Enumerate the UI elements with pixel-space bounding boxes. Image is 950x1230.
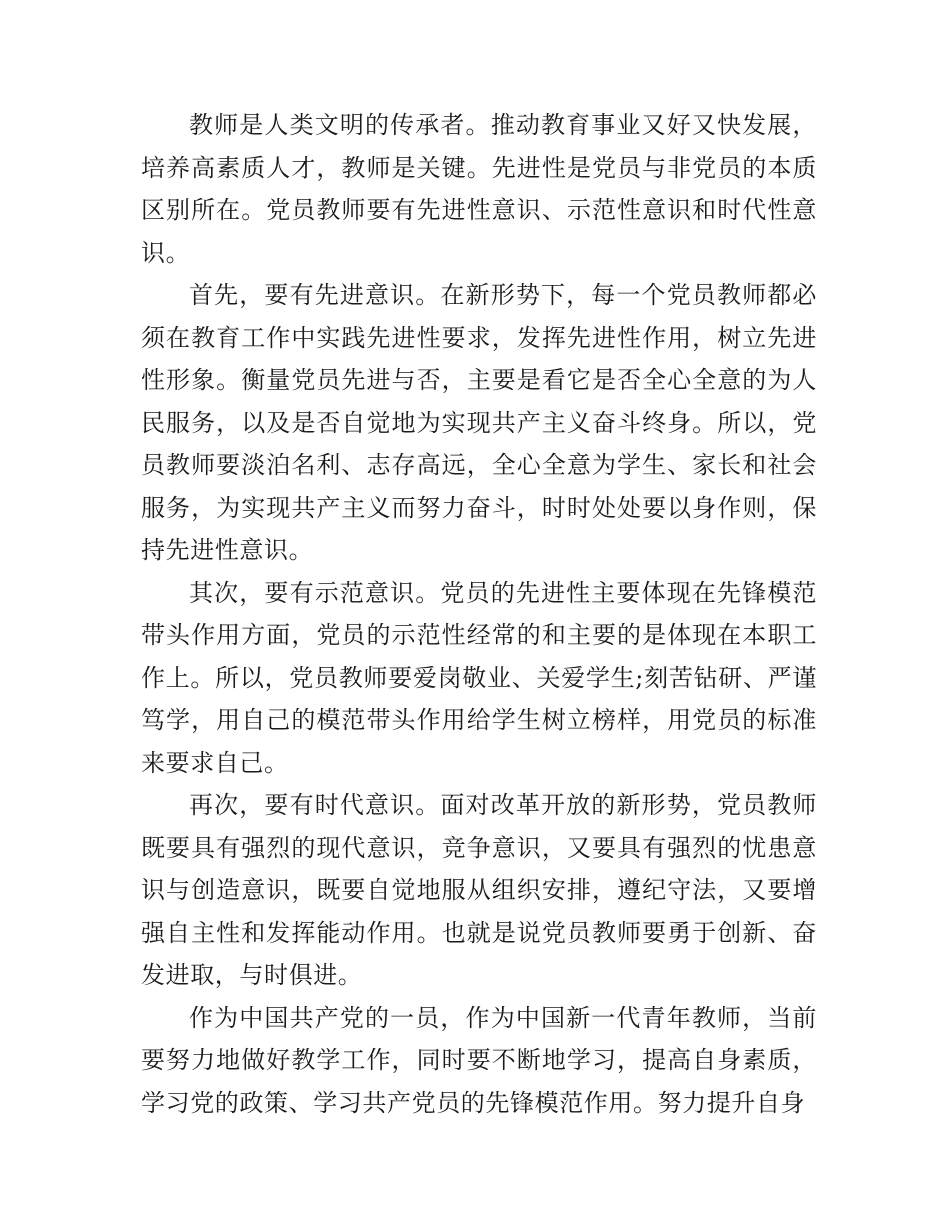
paragraph-second-exemplary-awareness: 其次，要有示范意识。党员的先进性主要体现在先锋模范带头作用方面，党员的示范性经常的和主要的是体现在本职工作上。所以，党员教师要爱岗敬业、关爱学生;刻苦钻研、严谨笃学，用自己的模范带头作用给学生树立榜样，用党员的标准来要求自己。 [141,578,817,777]
paragraph-first-advanced-awareness: 首先，要有先进意识。在新形势下，每一个党员教师都必须在教育工作中实践先进性要求，发挥先进性作用，树立先进性形象。衡量党员先进与否，主要是看它是否全心全意的为人民服务，以及是否自觉地为实现共产主义奋斗终身。所以，党员教师要淡泊名利、志存高远，全心全意为学生、家长和社会服务，为实现共产主义而努力奋斗，时时处处要以身作则，保持先进性意识。 [141,281,817,564]
paragraph-third-era-awareness: 再次，要有时代意识。面对改革开放的新形势，党员教师既要具有强烈的现代意识，竞争意识，又要具有强烈的忧患意识与创造意识，既要自觉地服从组织安排，遵纪守法，又要增强自主性和发挥能动作用。也就是说党员教师要勇于创新、奋发进取，与时俱进。 [141,791,817,989]
paragraph-conclusion: 作为中国共产党的一员，作为中国新一代青年教师，当前要努力地做好教学工作，同时要不断地学习，提高自身素质，学习党的政策、学习共产党员的先锋模范作用。努力提升自身 [141,1003,817,1117]
paragraph-intro: 教师是人类文明的传承者。推动教育事业又好又快发展，培养高素质人才，教师是关键。先进性是党员与非党员的本质区别所在。党员教师要有先进性意识、示范性意识和时代性意识。 [141,111,817,267]
document-body [141,104,817,1124]
